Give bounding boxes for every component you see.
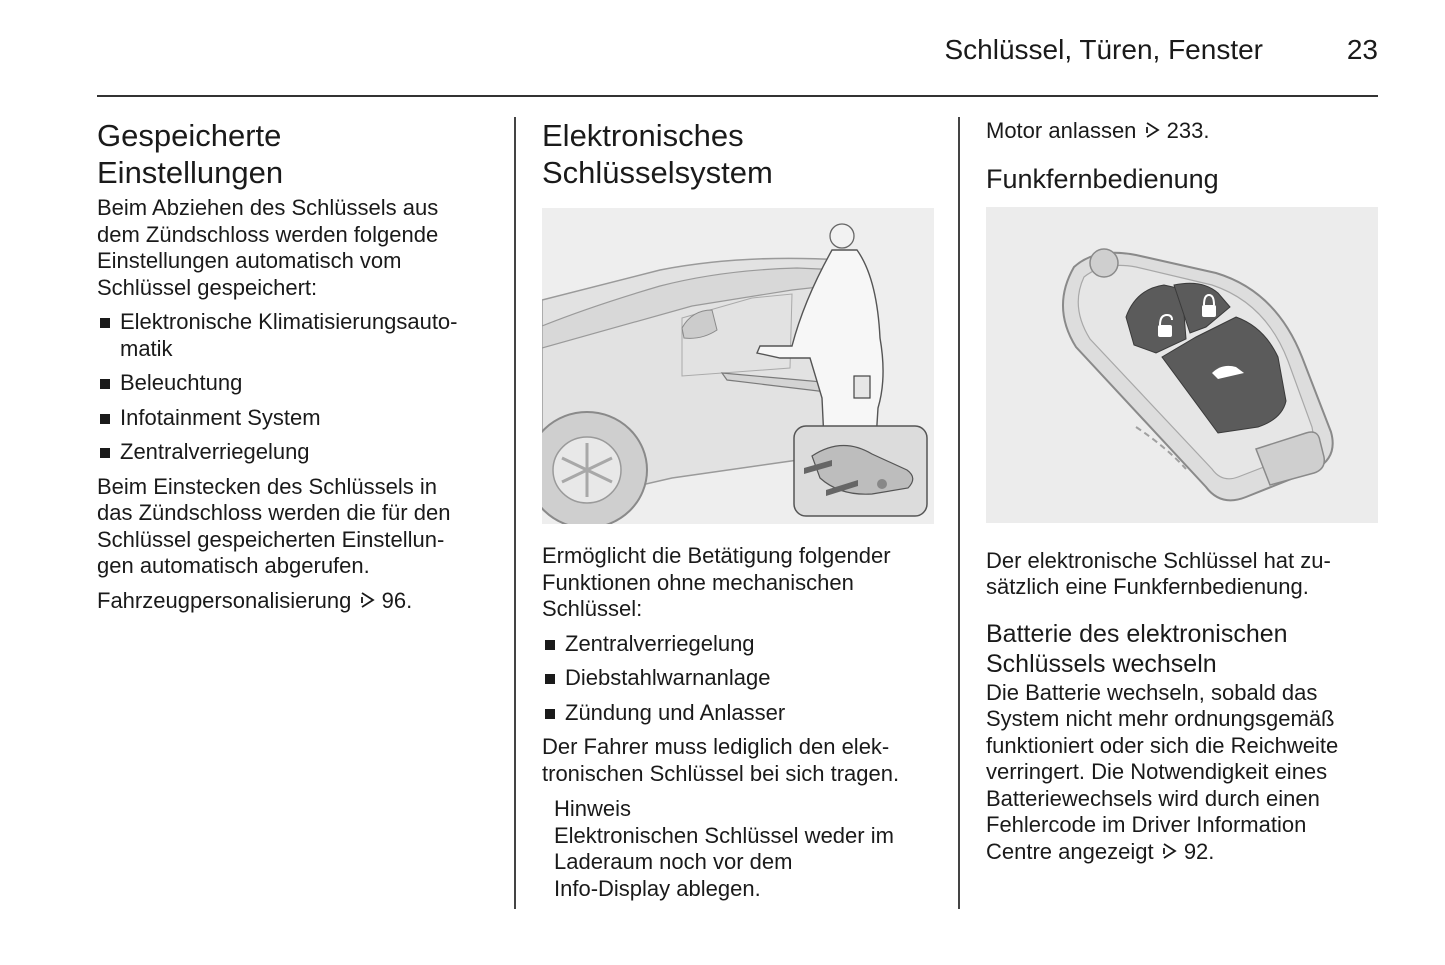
list-item: Infotainment System	[97, 405, 497, 432]
cross-reference-page[interactable]: 92.	[1183, 838, 1215, 864]
remote-paragraph: Der elektronische Schlüssel hat zu- sätzlich eine Funkfernbedienung.	[986, 547, 1331, 599]
cross-reference[interactable]: Motor anlassen 233.	[986, 118, 1210, 143]
subheading-remote: Funkfernbedienung	[986, 163, 1219, 194]
column-separator	[514, 117, 516, 909]
list-item: Elektronische Klimatisierungsauto- matik	[97, 309, 497, 362]
cross-reference[interactable]: Fahrzeugpersonalisierung 96.	[97, 587, 413, 613]
column-electronic-key	[542, 118, 934, 902]
list-item: Zentralverriegelung	[97, 439, 497, 466]
section-heading: Elektronisches Schlüsselsystem	[542, 118, 773, 190]
driver-paragraph: Der Fahrer muss lediglich den elek- tronischen Schlüssel bei sich tragen.	[542, 734, 900, 786]
arrow-reference-icon	[1160, 842, 1178, 860]
page-number: 23	[1346, 34, 1378, 65]
settings-list	[97, 309, 497, 466]
section-heading: Gespeicherte Einstellungen	[97, 118, 284, 190]
list-item: Diebstahlwarnanlage	[542, 665, 934, 692]
intro-paragraph: Beim Abziehen des Schlüssels aus dem Zündschloss werden folgende Einstellungen automatisch vom Schlüssel gespeichert:	[97, 195, 439, 300]
remote-key-illustration	[986, 207, 1378, 523]
car-door-illustration	[542, 208, 934, 524]
intro-paragraph: Ermöglicht die Betätigung folgender Funktionen ohne mechanischen Schlüssel:	[542, 543, 891, 621]
header-title: Schlüssel, Türen, Fenster	[944, 34, 1263, 65]
recall-paragraph: Beim Einstecken des Schlüssels in das Zündschloss werden die für den Schlüssel gespeicherten Einstellun- gen automatisch abgerufen.	[97, 473, 451, 578]
column-stored-settings	[97, 118, 497, 614]
list-item: Beleuchtung	[97, 370, 497, 397]
note-box	[554, 796, 934, 902]
column-remote-control	[986, 118, 1378, 865]
note-text: Elektronischen Schlüssel weder im Laderaum noch vor dem Info-Display ablegen.	[554, 822, 894, 901]
battery-paragraph: Die Batterie wechseln, sobald das System nicht mehr ordnungsgemäß funktioniert oder sich die Reichweite verringert. Die Notwendigkeit eines Batteriewechsels wird durch einen Fehlercode im Driver Information Centre angezeigt 92.	[986, 679, 1339, 864]
note-label: Hinweis	[554, 796, 632, 821]
functions-list	[542, 631, 934, 727]
header-rule	[97, 95, 1378, 97]
subheading-battery: Batterie des elektronischen Schlüssels wechseln	[986, 619, 1288, 678]
arrow-reference-icon	[358, 591, 376, 609]
column-separator	[958, 117, 960, 909]
list-item: Zündung und Anlasser	[542, 700, 934, 727]
arrow-reference-icon	[1143, 121, 1161, 139]
list-item: Zentralverriegelung	[542, 631, 934, 658]
